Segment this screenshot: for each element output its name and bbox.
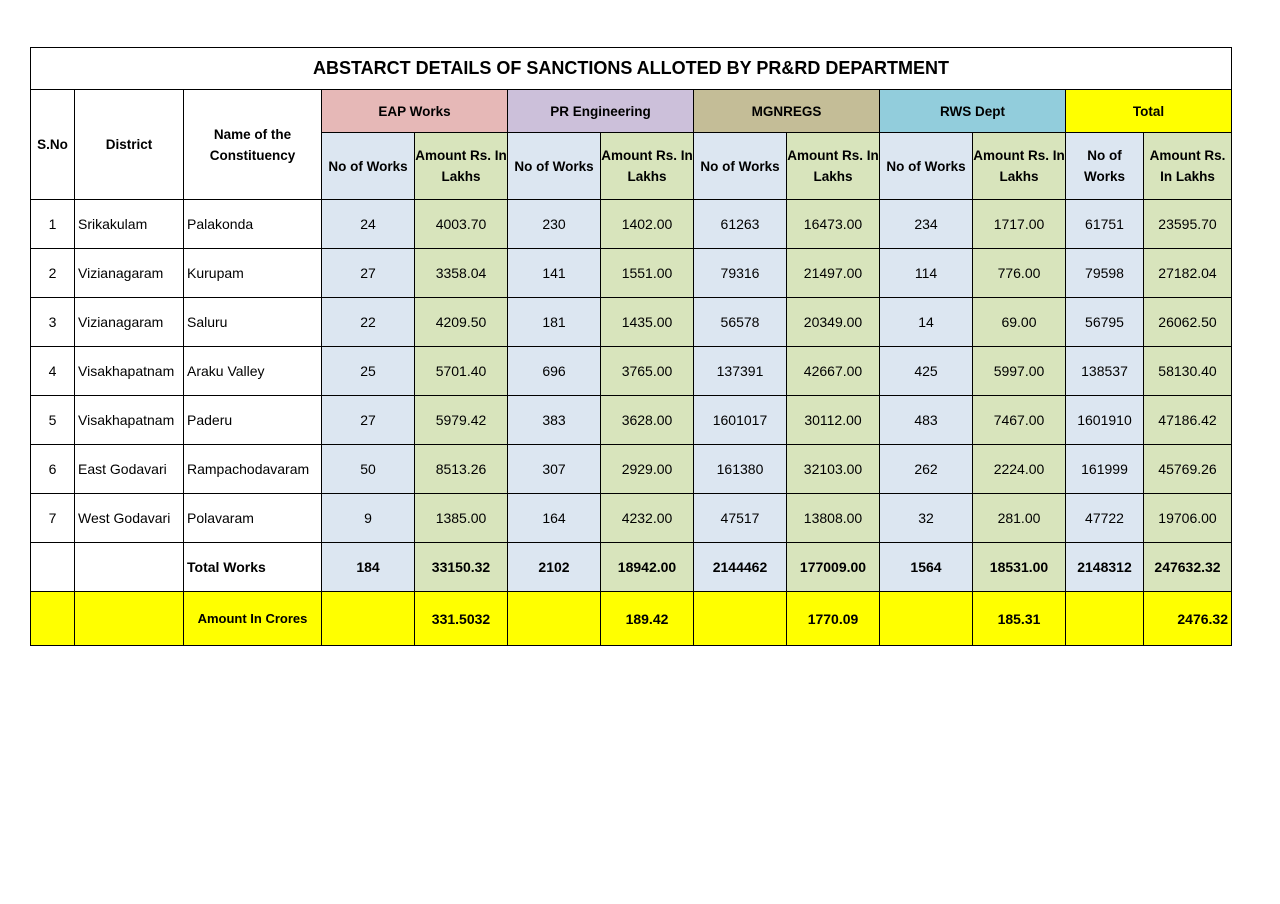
constituency-cell: Saluru	[184, 298, 322, 347]
amount-cell: 27182.04	[1144, 249, 1232, 298]
constituency-header: Name of the Constituency	[184, 90, 322, 200]
works-count-cell: 1601017	[694, 396, 787, 445]
empty-cell	[880, 592, 973, 646]
table-row	[31, 494, 1232, 543]
district-cell: Visakhapatnam	[75, 396, 184, 445]
amount-cell: 5701.40	[415, 347, 508, 396]
title-row	[31, 48, 1232, 90]
amount-cell: 26062.50	[1144, 298, 1232, 347]
pr-no-of-works-header: No of Works	[508, 133, 601, 200]
constituency-cell: Araku Valley	[184, 347, 322, 396]
amount-cell: 281.00	[973, 494, 1066, 543]
total-works-count-cell: 2148312	[1066, 543, 1144, 592]
district-cell: Vizianagaram	[75, 298, 184, 347]
empty-cell	[31, 543, 75, 592]
group-header-row	[31, 90, 1232, 133]
crore-amount-cell: 189.42	[601, 592, 694, 646]
works-count-cell: 696	[508, 347, 601, 396]
amount-cell: 5997.00	[973, 347, 1066, 396]
works-count-cell: 137391	[694, 347, 787, 396]
constituency-cell: Polavaram	[184, 494, 322, 543]
amount-cell: 2929.00	[601, 445, 694, 494]
total-amount-cell: 177009.00	[787, 543, 880, 592]
works-count-cell: 14	[880, 298, 973, 347]
table-row	[31, 200, 1232, 249]
empty-cell	[694, 592, 787, 646]
amount-cell: 1385.00	[415, 494, 508, 543]
amount-cell: 42667.00	[787, 347, 880, 396]
district-cell: Srikakulam	[75, 200, 184, 249]
pr-amount-header: Amount Rs. In Lakhs	[601, 133, 694, 200]
constituency-cell: Palakonda	[184, 200, 322, 249]
amount-cell: 5979.42	[415, 396, 508, 445]
crore-amount-cell: 2476.32	[1144, 592, 1232, 646]
crore-amount-cell: 185.31	[973, 592, 1066, 646]
amount-cell: 1435.00	[601, 298, 694, 347]
works-count-cell: 9	[322, 494, 415, 543]
amount-cell: 47186.42	[1144, 396, 1232, 445]
crore-amount-cell: 1770.09	[787, 592, 880, 646]
works-count-cell: 61263	[694, 200, 787, 249]
eap-amount-header: Amount Rs. In Lakhs	[415, 133, 508, 200]
mgnregs-no-of-works-header: No of Works	[694, 133, 787, 200]
district-header: District	[75, 90, 184, 200]
amount-cell: 2224.00	[973, 445, 1066, 494]
total-works-count-cell: 2102	[508, 543, 601, 592]
amount-cell: 4209.50	[415, 298, 508, 347]
amount-cell: 23595.70	[1144, 200, 1232, 249]
works-count-cell: 1601910	[1066, 396, 1144, 445]
rws-no-of-works-header: No of Works	[880, 133, 973, 200]
amount-cell: 776.00	[973, 249, 1066, 298]
empty-cell	[322, 592, 415, 646]
total-amount-cell: 33150.32	[415, 543, 508, 592]
pr-engineering-header: PR Engineering	[508, 90, 694, 133]
works-count-cell: 483	[880, 396, 973, 445]
works-count-cell: 56578	[694, 298, 787, 347]
empty-cell	[75, 543, 184, 592]
amount-cell: 13808.00	[787, 494, 880, 543]
works-count-cell: 47517	[694, 494, 787, 543]
amount-cell: 3358.04	[415, 249, 508, 298]
amount-cell: 1717.00	[973, 200, 1066, 249]
table-row	[31, 249, 1232, 298]
amount-cell: 4232.00	[601, 494, 694, 543]
constituency-cell: Paderu	[184, 396, 322, 445]
works-count-cell: 138537	[1066, 347, 1144, 396]
amount-cell: 3628.00	[601, 396, 694, 445]
amount-cell: 3765.00	[601, 347, 694, 396]
amount-in-crores-row	[31, 592, 1232, 646]
total-works-label: Total Works	[184, 543, 322, 592]
total-amount-cell: 247632.32	[1144, 543, 1232, 592]
mgnregs-amount-header: Amount Rs. In Lakhs	[787, 133, 880, 200]
amount-cell: 4003.70	[415, 200, 508, 249]
works-count-cell: 61751	[1066, 200, 1144, 249]
sno-header: S.No	[31, 90, 75, 200]
amount-cell: 1402.00	[601, 200, 694, 249]
rws-dept-header: RWS Dept	[880, 90, 1066, 133]
district-cell: West Godavari	[75, 494, 184, 543]
sno-cell: 6	[31, 445, 75, 494]
works-count-cell: 27	[322, 396, 415, 445]
mgnregs-header: MGNREGS	[694, 90, 880, 133]
table-body	[31, 48, 1232, 646]
table-row	[31, 347, 1232, 396]
works-count-cell: 307	[508, 445, 601, 494]
works-count-cell: 161380	[694, 445, 787, 494]
sno-cell: 3	[31, 298, 75, 347]
amount-cell: 69.00	[973, 298, 1066, 347]
total-amount-cell: 18942.00	[601, 543, 694, 592]
district-cell: East Godavari	[75, 445, 184, 494]
amount-cell: 32103.00	[787, 445, 880, 494]
empty-cell	[75, 592, 184, 646]
amount-in-crores-label: Amount In Crores	[184, 592, 322, 646]
table-row	[31, 445, 1232, 494]
eap-no-of-works-header: No of Works	[322, 133, 415, 200]
sno-cell: 5	[31, 396, 75, 445]
rws-amount-header: Amount Rs. In Lakhs	[973, 133, 1066, 200]
sno-cell: 4	[31, 347, 75, 396]
table-row	[31, 298, 1232, 347]
works-count-cell: 234	[880, 200, 973, 249]
sno-cell: 7	[31, 494, 75, 543]
constituency-cell: Kurupam	[184, 249, 322, 298]
works-count-cell: 383	[508, 396, 601, 445]
works-count-cell: 25	[322, 347, 415, 396]
empty-cell	[508, 592, 601, 646]
table-row	[31, 396, 1232, 445]
works-count-cell: 230	[508, 200, 601, 249]
district-cell: Vizianagaram	[75, 249, 184, 298]
works-count-cell: 425	[880, 347, 973, 396]
amount-cell: 8513.26	[415, 445, 508, 494]
amount-cell: 30112.00	[787, 396, 880, 445]
works-count-cell: 79316	[694, 249, 787, 298]
constituency-cell: Rampachodavaram	[184, 445, 322, 494]
total-amount-header: Amount Rs. In Lakhs	[1144, 133, 1232, 200]
eap-works-header: EAP Works	[322, 90, 508, 133]
amount-cell: 16473.00	[787, 200, 880, 249]
amount-cell: 20349.00	[787, 298, 880, 347]
total-works-row	[31, 543, 1232, 592]
amount-cell: 7467.00	[973, 396, 1066, 445]
total-works-count-cell: 2144462	[694, 543, 787, 592]
works-count-cell: 50	[322, 445, 415, 494]
amount-cell: 1551.00	[601, 249, 694, 298]
works-count-cell: 22	[322, 298, 415, 347]
table-title: ABSTARCT DETAILS OF SANCTIONS ALLOTED BY PR&RD DEPARTMENT	[31, 48, 1232, 90]
amount-cell: 19706.00	[1144, 494, 1232, 543]
total-amount-cell: 18531.00	[973, 543, 1066, 592]
sno-cell: 1	[31, 200, 75, 249]
works-count-cell: 32	[880, 494, 973, 543]
works-count-cell: 24	[322, 200, 415, 249]
works-count-cell: 181	[508, 298, 601, 347]
sno-cell: 2	[31, 249, 75, 298]
empty-cell	[31, 592, 75, 646]
total-works-count-cell: 1564	[880, 543, 973, 592]
crore-amount-cell: 331.5032	[415, 592, 508, 646]
works-count-cell: 262	[880, 445, 973, 494]
sanctions-table	[30, 47, 1232, 646]
works-count-cell: 27	[322, 249, 415, 298]
total-works-count-cell: 184	[322, 543, 415, 592]
amount-cell: 45769.26	[1144, 445, 1232, 494]
works-count-cell: 164	[508, 494, 601, 543]
works-count-cell: 161999	[1066, 445, 1144, 494]
amount-cell: 58130.40	[1144, 347, 1232, 396]
total-no-of-works-header: No of Works	[1066, 133, 1144, 200]
works-count-cell: 79598	[1066, 249, 1144, 298]
empty-cell	[1066, 592, 1144, 646]
works-count-cell: 141	[508, 249, 601, 298]
works-count-cell: 47722	[1066, 494, 1144, 543]
works-count-cell: 56795	[1066, 298, 1144, 347]
works-count-cell: 114	[880, 249, 973, 298]
total-header: Total	[1066, 90, 1232, 133]
district-cell: Visakhapatnam	[75, 347, 184, 396]
amount-cell: 21497.00	[787, 249, 880, 298]
